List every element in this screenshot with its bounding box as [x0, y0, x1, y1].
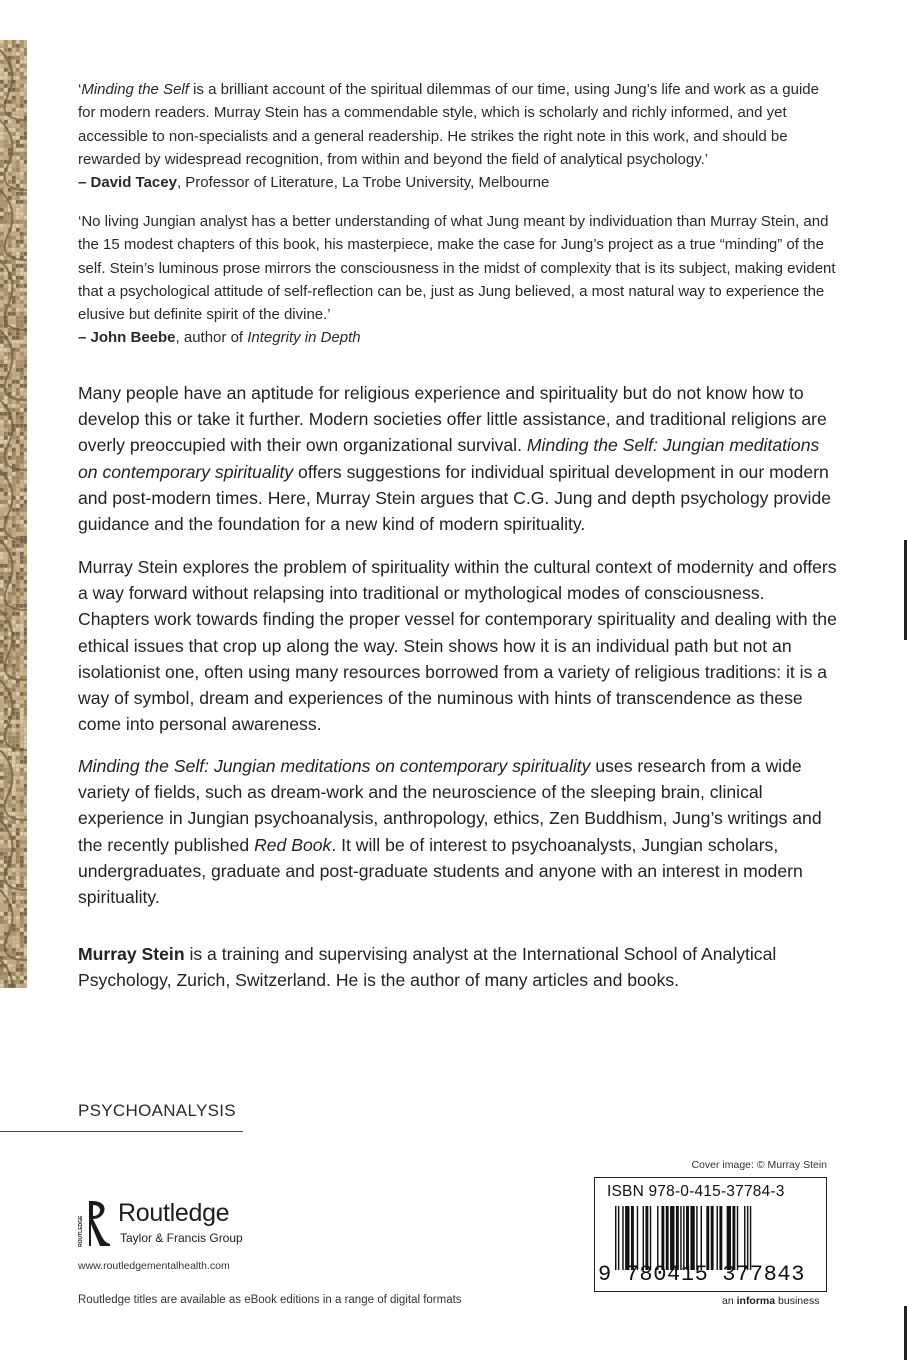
subject-divider	[0, 1131, 243, 1132]
subject-category: PSYCHOANALYSIS	[78, 1101, 236, 1120]
informa-name: informa	[736, 1295, 776, 1307]
p2-text: Murray Stein explores the problem of spirituality within the cultural context of modernity and offers a way forward without relapsing into traditional or mythological modes of consciousness. Chapters work towards finding the proper vessel for contemporary spirituality and dealing with the ethical issues that crop up along the way. Stein shows how it is an individual path but not an isolationist one, often using many resources borrowed from a variety of religious traditions: it is a way of symbol, dream and experiences of the numinous with hints of transcendence as these come into personal awareness.	[78, 557, 837, 735]
quote-1-affiliation: , Professor of Literature, La Trobe University, Melbourne	[176, 174, 550, 192]
cover-image-credit: Cover image: © Murray Stein	[691, 1159, 827, 1171]
publisher-group: Taylor & Francis Group	[120, 1231, 243, 1245]
cover-mosaic-strip	[0, 40, 27, 988]
ebook-note: Routledge titles are available as eBook editions in a range of digital formats	[78, 1294, 462, 1306]
publisher-name: Routledge	[118, 1199, 230, 1227]
author-bio	[78, 941, 838, 993]
informa-business-label	[722, 1295, 819, 1307]
quote-2-author: – John Beebe	[78, 329, 176, 347]
p3-red-book: Red Book	[254, 834, 332, 855]
barcode-digits: 9 780415 377843	[598, 1262, 806, 1287]
isbn-barcode-box	[594, 1177, 827, 1292]
endorsement-quote-2	[78, 210, 838, 350]
description-paragraph-2	[78, 554, 838, 737]
endorsement-quote-1: ‘Minding the Self is a brilliant account of the spiritual dilemmas of our time, using Jung’s life and work as a guide for modern readers. Murray Stein has a commendable style, which is scholarly and richly informed, and yet accessible to non-specialists and a general readership. He strikes the right note in this work, and should be rewarded by widespread recognition, from within and beyond the field of analytical psychology.’ – David Tacey, Professor of Literature, La Trobe University, Melbourne	[78, 81, 819, 192]
author-name: Murray Stein	[78, 944, 185, 964]
author-bio-text: is a training and supervising analyst at the International School of Analytical Psychology, Zurich, Switzerland. He is the author of many articles and books.	[78, 944, 777, 991]
quote-2-text: ‘No living Jungian analyst has a better understanding of what Jung meant by individuation than Murray Stein, and the 15 modest chapters of this book, his masterpiece, make the case for Jung’s project as a true “minding” of the self. Stein’s luminous prose mirrors the consciousness in the midst of complexity that is its subject, making evident that a psychological attitude of self-reflection can be, just as Jung believed, a most natural way to experience the elusive but definite spirit of the divine.’	[78, 213, 836, 324]
p3-text-b: . It will be of interest to psychoanalysts, Jungian scholars, undergraduates, graduate and post-graduate students and anyone with an interest in modern spirituality.	[78, 834, 803, 908]
quote-2-book: Integrity in Depth	[247, 329, 361, 347]
p1-text-b: offers suggestions for individual spiritual development in our modern and post-modern times. Here, Murray Stein argues that C.G. Jung and depth psychology provide guidance and the foundation for a new kind of modern spirituality.	[78, 461, 832, 535]
informa-suffix: business	[775, 1295, 820, 1307]
routledge-logo	[78, 1197, 278, 1249]
informa-prefix: an	[722, 1295, 737, 1307]
quote-1-author: – David Tacey	[78, 174, 177, 192]
p3-text-a: uses research from a wide variety of fields, such as dream-work and the neuroscience of the sleeping brain, clinical experience in Jungian psychoanalysis, anthropology, ethics, Zen Buddhism, Jung’s writings and the recently published	[78, 756, 822, 855]
quote-2-affiliation: , author of	[175, 329, 248, 347]
p1-book-title: Minding the Self: Jungian meditations on contemporary spirituality	[78, 435, 820, 482]
routledge-mark-icon	[78, 1197, 112, 1249]
description-paragraph-3	[78, 753, 838, 910]
routledge-mark-text: ROUTLEDGE	[78, 1215, 84, 1247]
isbn-label: ISBN 978-0-415-37784-3	[607, 1183, 785, 1200]
barcode-icon	[615, 1206, 807, 1270]
publisher-website: www.routledgementalhealth.com	[78, 1260, 230, 1272]
description-paragraph-1	[78, 380, 838, 537]
p1-text-a: Many people have an aptitude for religious experience and spirituality but do not know how to develop this or take it further. Modern societies offer little assistance, and traditional religions are overly preoccupied with their own organizational survival.	[78, 383, 827, 456]
p3-book-title: Minding the Self: Jungian meditations on contemporary spirituality	[78, 756, 591, 776]
quote-1-title: Minding the Self	[81, 81, 189, 98]
mosaic-pattern	[0, 40, 27, 988]
quote-1-text: is a brilliant account of the spiritual dilemmas of our time, using Jung’s life and work as a guide for modern readers. Murray Stein has a commendable style, which is scholarly and richly informed, and yet accessible to non-specialists and a general readership. He strikes the right note in this work, and should be rewarded by widespread recognition, from within and beyond the field of analytical psychology.’	[78, 81, 819, 168]
